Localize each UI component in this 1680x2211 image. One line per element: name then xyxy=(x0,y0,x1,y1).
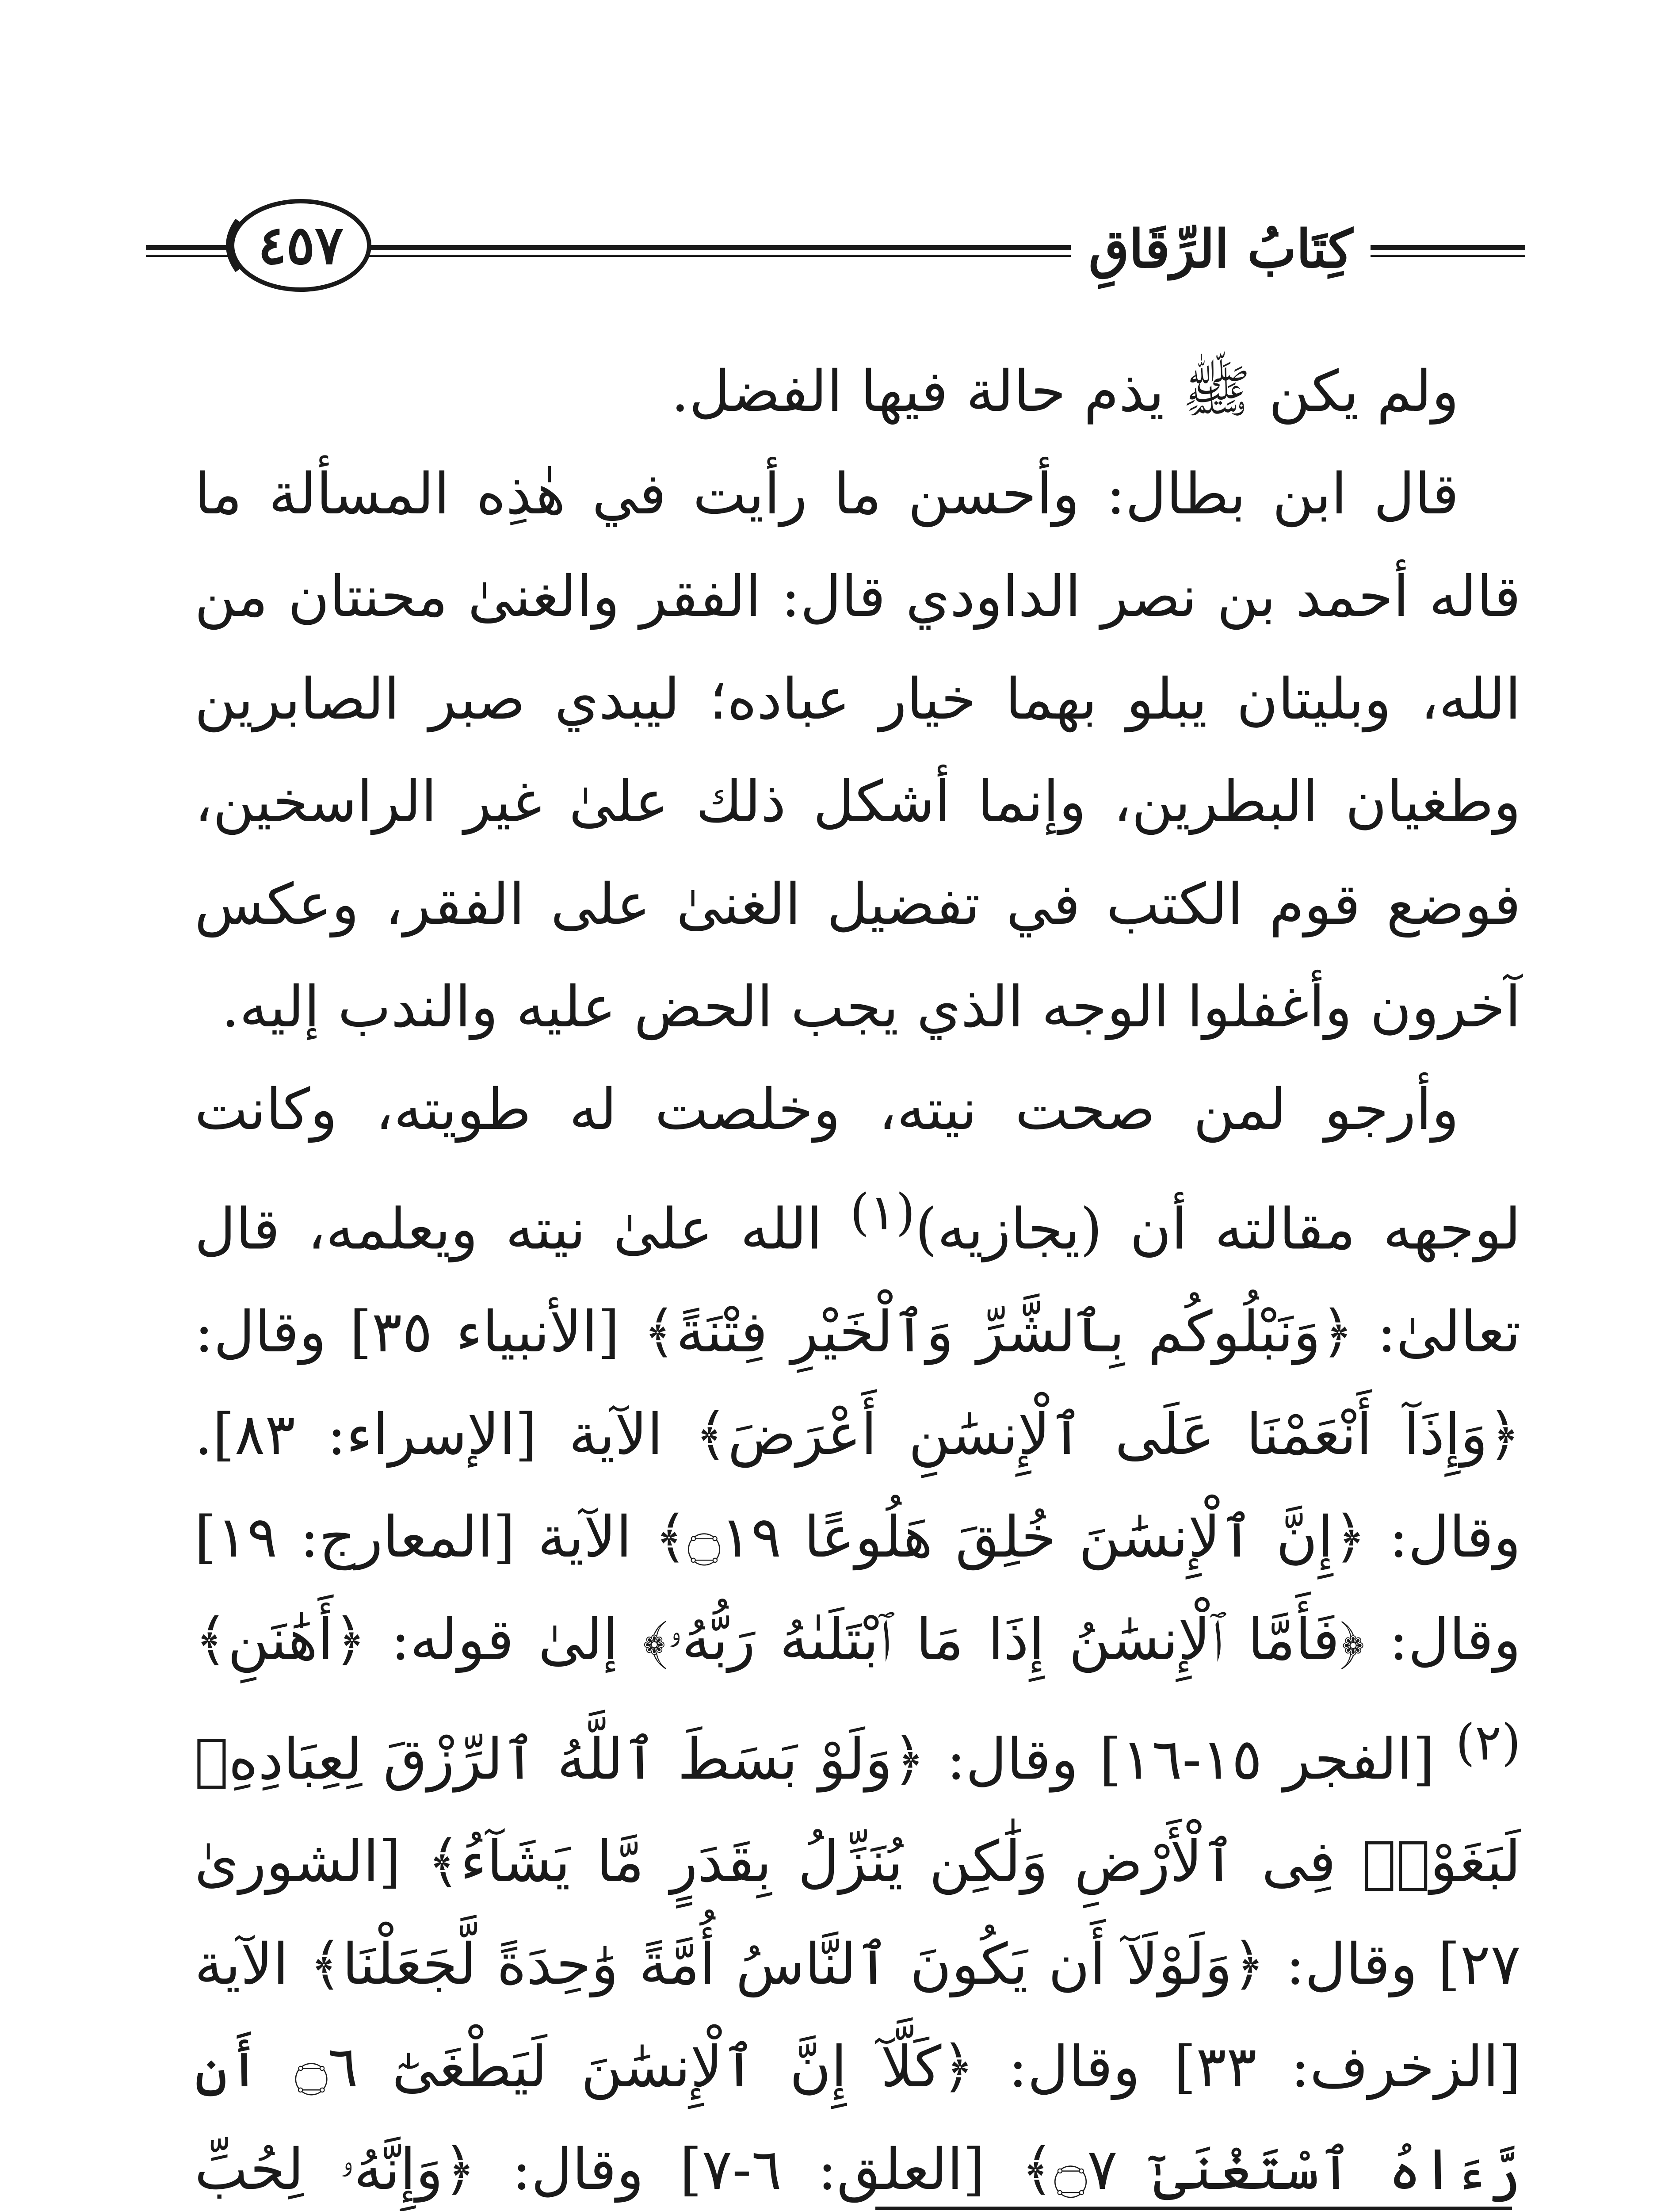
text-run: [الفجر ١٥-١٦] وقال: xyxy=(925,1726,1456,1793)
quran-verse: ﴿وَلَوْ بَسَطَ ٱللَّهُ ٱلرِّزْقَ لِعِبَادِهِۦ لَبَغَوْا۟ فِى ٱلْأَرْضِ وَلَٰكِن يُنَزِّلُ بِقَدَرٍ مَّا يَشَآءُ﴾ xyxy=(195,1726,1521,1895)
quran-verse: ﴿كَلَّآ إِنَّ ٱلْإِنسَٰنَ لَيَطْغَىٰٓ ۝٦ أَن رَّءَاهُ ٱسْتَغْنَىٰٓ ۝٧﴾ xyxy=(195,2034,1521,2203)
quran-verse: ﴿أَهَٰنَنِ﴾ xyxy=(195,1607,367,1673)
quran-verse: ﴿وَلَوْلَآ أَن يَكُونَ ٱلنَّاسُ أُمَّةً وَٰحِدَةً لَّجَعَلْنَا﴾ xyxy=(309,1932,1265,1998)
footnote-separator xyxy=(875,2207,1512,2210)
page-number-badge xyxy=(225,195,376,296)
text-run: [العلق: ٦-٧] وقال: xyxy=(476,2137,1021,2203)
text-run: وأرجو لمن صحت نيته، وخلصت له طويته، وكانت لوجهه مقالته أن (يجازيه) xyxy=(195,1077,1521,1262)
text-run: الله علىٰ نيته ويعلمه، قال تعالىٰ: xyxy=(195,1196,1521,1365)
footnote-ref: (٢) xyxy=(1455,1714,1521,1771)
main-text xyxy=(195,340,1521,2211)
quran-verse: ﴿وَإِنَّهُۥ لِحُبِّ xyxy=(195,2137,477,2203)
page-number: ٤٥٧ xyxy=(258,214,344,276)
quran-verse: ﴿وَإِذَآ أَنْعَمْنَا عَلَى ٱلْإِنسَٰنِ أَعْرَضَ﴾ xyxy=(695,1401,1521,1468)
text-run: [الشورىٰ ٢٧] وقال: xyxy=(195,1829,1521,1998)
book-title: كِتَابُ الرِّقَاقِ xyxy=(1071,212,1371,285)
paragraph: قال ابن بطال: وأحسن ما رأيت في هٰذِه المسألة ما قاله أحمد بن نصر الداودي قال: الفقر والغنىٰ محنتان من الله، وبليتان يبلو بهما خيار عباده؛ ليبدي صبر الصابرين وطغيان البطرين، وإنما أشكل ذلك علىٰ غير الراسخين، فوضع قوم الكتب في تفضيل الغنىٰ على الفقر، وعكس آخرون وأغفلوا الوجه الذي يجب الحض عليه والندب إليه. xyxy=(195,461,1521,1040)
text-run: الآية [الإسراء: ٨٣]. وقال: xyxy=(195,1401,1521,1570)
footnote-ref: (١) xyxy=(850,1184,916,1241)
quran-verse: ﴿وَنَبْلُوكُم بِٱلشَّرِّ وَٱلْخَيْرِ فِتْنَةً﴾ xyxy=(643,1299,1354,1365)
text-run: الآية [المعارج: ١٩] وقال: xyxy=(195,1504,1521,1673)
page-header xyxy=(146,195,1525,310)
paragraph: ولم يكن ﷺ يذم حالة فيها الفضل. xyxy=(671,359,1459,425)
text-run: الآية [الزخرف: ٣٣] وقال: xyxy=(195,1932,1521,2100)
paragraph xyxy=(195,1059,1521,2211)
quran-verse: ﴿فَأَمَّا ٱلْإِنسَٰنُ إِذَا مَا ٱبْتَلَىٰهُ رَبُّهُۥ﴾ xyxy=(642,1607,1365,1673)
text-run: إلىٰ قوله: xyxy=(367,1607,643,1673)
text-run: [الأنبياء ٣٥] وقال: xyxy=(195,1299,643,1365)
quran-verse: ﴿إِنَّ ٱلْإِنسَٰنَ خُلِقَ هَلُوعًا ۝١٩﴾ xyxy=(654,1504,1367,1570)
